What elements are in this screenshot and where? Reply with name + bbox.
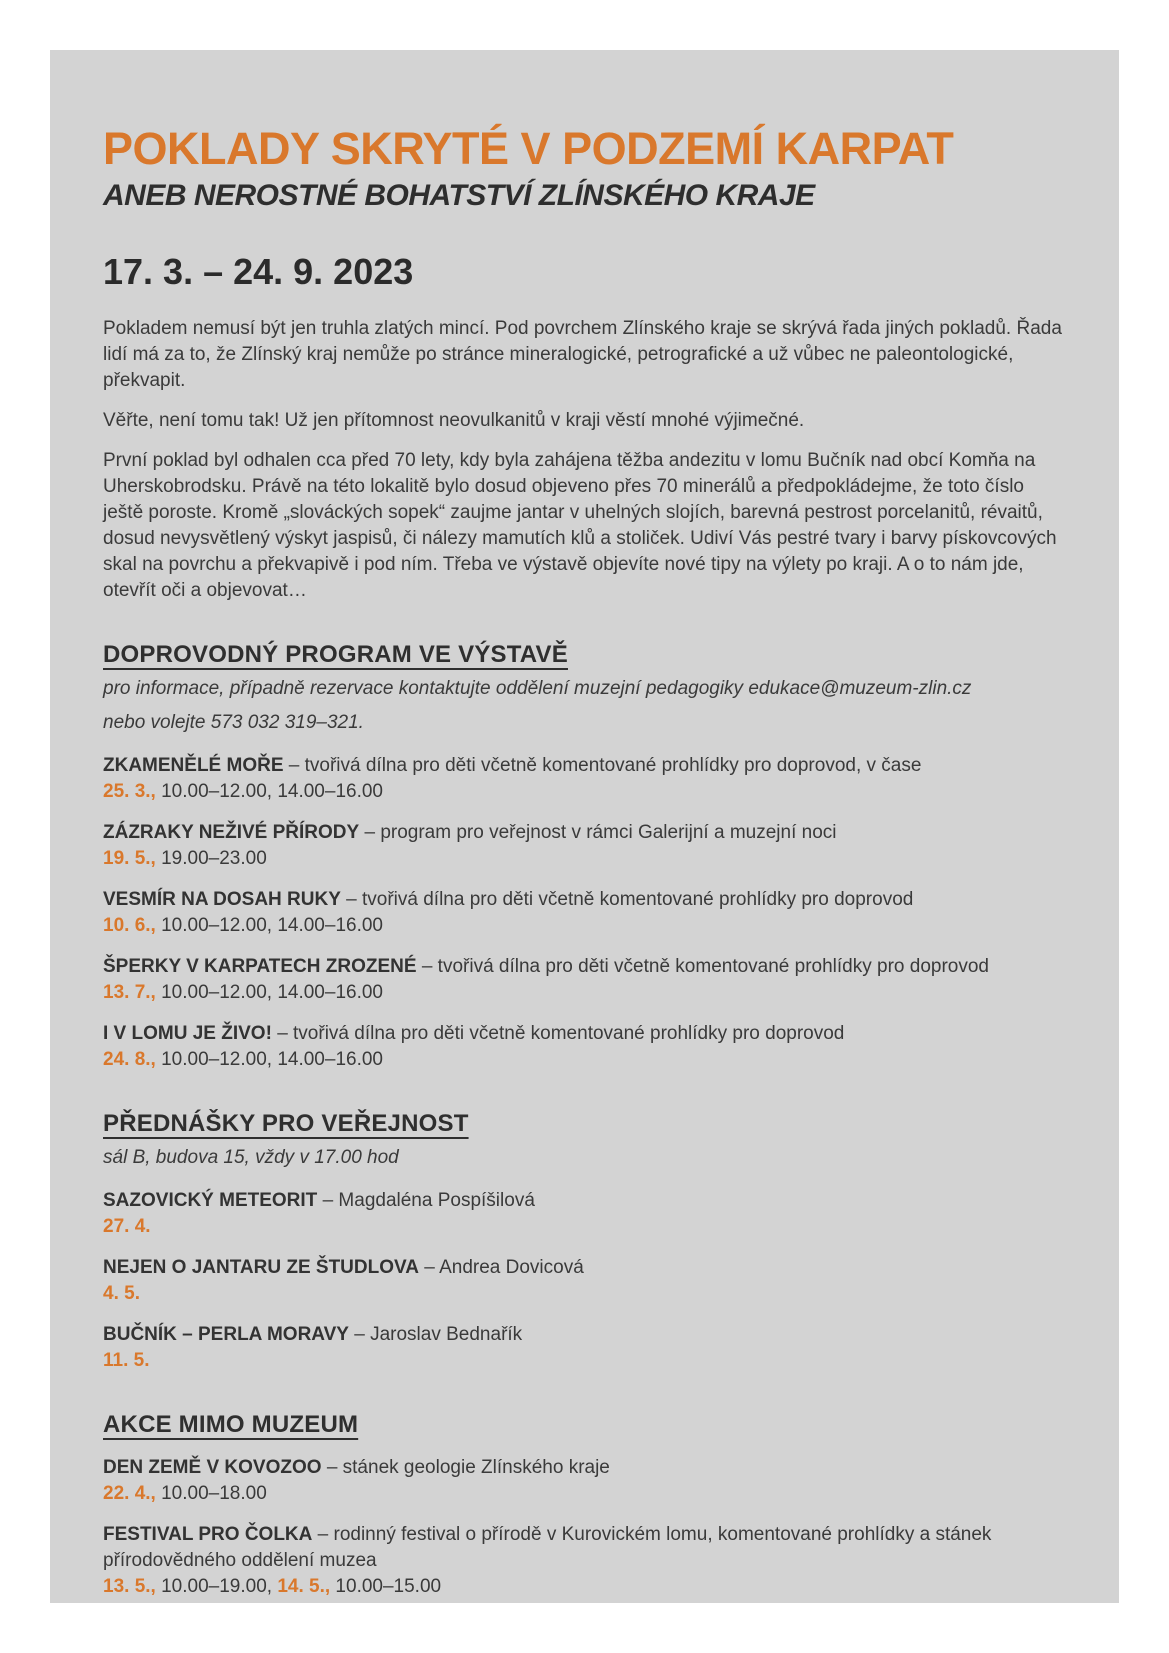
event-title: SAZOVICKÝ METEORIT (103, 1189, 318, 1211)
event-schedule (103, 1348, 1066, 1374)
event-date: 24. 8., (103, 1048, 156, 1070)
event-description: – tvořivá dílna pro děti včetně komentované prohlídky pro doprovod, v čase (288, 754, 922, 776)
intro-paragraph: Věřte, není tomu tak! Už jen přítomnost neovulkanitů v kraji věstí mnohé výjimečné. (103, 409, 805, 431)
event-schedule (103, 1047, 1066, 1073)
section-note: nebo volejte 573 032 319–321. (103, 711, 364, 733)
event-date: 14. 5., (277, 1575, 331, 1597)
event-schedule (103, 1481, 1066, 1507)
event-date: 4. 5. (103, 1282, 140, 1304)
event-item (103, 820, 1066, 872)
intro-text (103, 316, 1066, 604)
event-item (103, 887, 1066, 939)
event-schedule (103, 1281, 1066, 1307)
event-date: 19. 5., (103, 847, 156, 869)
event-item (103, 1455, 1066, 1507)
event-title-line (103, 820, 1066, 846)
event-title-line (103, 887, 1066, 913)
event-description: – program pro veřejnost v rámci Galerijní a muzejní noci (364, 821, 837, 843)
event-title: DEN ZEMĚ V KOVOZOO (103, 1456, 322, 1478)
event-date: 22. 4., (103, 1482, 156, 1504)
event-title-line (103, 1188, 1066, 1214)
event-item (103, 1021, 1066, 1073)
event-title: BUČNÍK – PERLA MORAVY (103, 1323, 349, 1345)
event-title: ZKAMENĚLÉ MOŘE (103, 754, 284, 776)
event-description: – stánek geologie Zlínského kraje (326, 1456, 610, 1478)
exhibition-date-range: 17. 3. – 24. 9. 2023 (103, 250, 414, 292)
event-title-line (103, 1522, 1066, 1574)
event-schedule (103, 913, 1066, 939)
event-date: 25. 3., (103, 780, 156, 802)
event-item (103, 1522, 1066, 1600)
event-description: – rodinný festival o přírodě v Kurovickém lomu, komentované prohlídky a stánek přírodovědného oddělení muzea (103, 1523, 992, 1571)
event-time: 10.00–15.00 (330, 1575, 442, 1597)
intro-paragraph: První poklad byl odhalen cca před 70 lety, kdy byla zahájena těžba andezitu v lomu Bučník nad obcí Komňa na Uherskobrodsku. Právě na této lokalitě bylo dosud objeveno přes 70 minerálů a předpokládejme, že toto číslo ještě poroste. Kromě „slováckých sopek“ zaujme jantar v uhelných slojích, barevná pestrost porcelanitů, révaitů, dosud nevysvětlený výskyt jaspisů, či nálezy mamutích klů a stoliček. Udiví Vás pestré tvary i barvy pískovcových skal na povrchu a překvapivě i pod ním. Třeba ve výstavě objevíte nové tipy na výlety po kraji. A o to nám jde, otevřít oči a objevovat… (103, 449, 1057, 601)
event-time: 10.00–12.00, 14.00–16.00 (155, 981, 383, 1003)
event-title-line (103, 954, 1066, 980)
event-title: VESMÍR NA DOSAH RUKY (103, 888, 341, 910)
event-schedule (103, 846, 1066, 872)
event-date: 11. 5. (103, 1349, 150, 1371)
event-item (103, 1188, 1066, 1240)
event-item (103, 1322, 1066, 1374)
event-title-line (103, 1255, 1066, 1281)
event-time: 19.00–23.00 (155, 847, 267, 869)
event-schedule (103, 1574, 1066, 1600)
event-schedule (103, 779, 1066, 805)
event-title-line (103, 1021, 1066, 1047)
event-date: 27. 4. (103, 1215, 151, 1237)
event-title: I V LOMU JE ŽIVO! (103, 1022, 272, 1044)
event-item (103, 753, 1066, 805)
event-title: ŠPERKY V KARPATECH ZROZENÉ (103, 955, 417, 977)
event-date: 10. 6., (103, 914, 156, 936)
event-date: 13. 7., (103, 981, 156, 1003)
page-subtitle: ANEB NEROSTNÉ BOHATSTVÍ ZLÍNSKÉHO KRAJE (103, 179, 815, 212)
event-title-line (103, 1322, 1066, 1348)
event-description: – tvořivá dílna pro děti včetně komentované prohlídky pro doprovod (346, 888, 914, 910)
event-description: – Jaroslav Bednařík (354, 1323, 523, 1345)
section-heading-outside: AKCE MIMO MUZEUM (103, 1410, 359, 1438)
section-note: sál B, budova 15, vždy v 17.00 hod (103, 1146, 399, 1168)
event-time: 10.00–12.00, 14.00–16.00 (155, 914, 383, 936)
event-date: 13. 5., (103, 1575, 156, 1597)
section-note: pro informace, případně rezervace kontaktujte oddělení muzejní pedagogiky edukace@muzeum-zlin.cz (103, 677, 972, 699)
event-title-line (103, 753, 1066, 779)
event-schedule (103, 1214, 1066, 1240)
poster-panel (50, 50, 1119, 1603)
page-title: POKLADY SKRYTÉ V PODZEMÍ KARPAT (103, 123, 954, 174)
event-time: 10.00–12.00, 14.00–16.00 (155, 780, 383, 802)
event-time: 10.00–12.00, 14.00–16.00 (155, 1048, 383, 1070)
intro-paragraph: Pokladem nemusí být jen truhla zlatých mincí. Pod povrchem Zlínského kraje se skrývá řada jiných pokladů. Řada lidí má za to, že Zlínský kraj nemůže po stránce mineralogické, petrografické a už vůbec ne paleontologické, překvapit. (103, 317, 1062, 391)
event-schedule (103, 980, 1066, 1006)
event-description: – Andrea Dovicová (424, 1256, 584, 1278)
event-title: NEJEN O JANTARU ZE ŠTUDLOVA (103, 1256, 419, 1278)
event-description: – tvořivá dílna pro děti včetně komentované prohlídky pro doprovod (277, 1022, 845, 1044)
section-heading-lectures: PŘEDNÁŠKY PRO VEŘEJNOST (103, 1109, 469, 1137)
event-title-line (103, 1455, 1066, 1481)
event-time: 10.00–18.00 (155, 1482, 267, 1504)
section-heading-program: DOPROVODNÝ PROGRAM VE VÝSTAVĚ (103, 640, 568, 668)
event-title: ZÁZRAKY NEŽIVÉ PŘÍRODY (103, 821, 360, 843)
event-description: – tvořivá dílna pro děti včetně komentované prohlídky pro doprovod (421, 955, 989, 977)
event-time: 10.00–19.00, (155, 1575, 278, 1597)
event-item (103, 954, 1066, 1006)
event-description: – Magdaléna Pospíšilová (322, 1189, 535, 1211)
event-title: FESTIVAL PRO ČOLKA (103, 1523, 313, 1545)
event-item (103, 1255, 1066, 1307)
